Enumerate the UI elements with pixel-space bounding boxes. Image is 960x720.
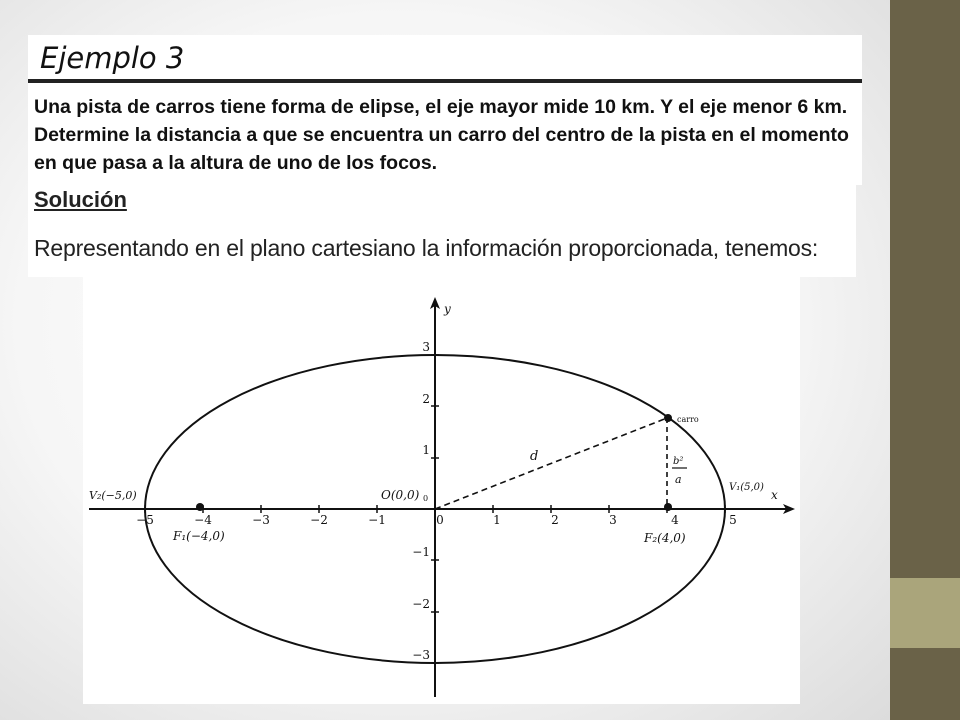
x-tick-label: 3 [609, 513, 617, 527]
distance-label-d: d [530, 449, 539, 464]
y-tick-label: 2 [422, 392, 430, 406]
car-label: carro [677, 415, 699, 424]
example-header [28, 35, 862, 83]
x-tick-label: −1 [368, 513, 386, 527]
x-axis-label: x [771, 488, 778, 502]
ellipse-diagram [83, 277, 800, 704]
solution-text: Representando en el plano cartesiano la información proporcionada, tenemos: [34, 235, 819, 261]
vertex-v1-label: V₁(5,0) [729, 482, 764, 493]
x-tick-label: −3 [252, 513, 270, 527]
x-tick-label: 2 [551, 513, 559, 527]
x-tick-label: −2 [310, 513, 328, 527]
y-tick-label: 1 [422, 443, 430, 457]
y-tick-label: −2 [412, 597, 430, 611]
focus-f2-label: F₂(4,0) [644, 531, 686, 545]
ellipse-figure [83, 277, 800, 704]
problem-statement [28, 83, 862, 185]
side-bar-accent [890, 578, 960, 648]
x-tick-label: 5 [729, 513, 737, 527]
solution-heading: Solución [34, 187, 127, 212]
origin-label: O(0,0) [381, 488, 420, 502]
car-point [664, 414, 672, 422]
x-tick-label: 0 [436, 513, 444, 527]
x-tick-label: −4 [194, 513, 212, 527]
b-squared-label: b² [673, 456, 684, 467]
x-tick-label: 4 [671, 513, 679, 527]
x-tick-label: 1 [493, 513, 501, 527]
x-tick-label: −5 [136, 513, 154, 527]
example-title: Ejemplo 3 [40, 41, 185, 75]
y-tick-label: −1 [412, 545, 430, 559]
solution-section [28, 185, 856, 277]
focus-f1-point [196, 503, 204, 511]
y-tick-label: −3 [412, 648, 430, 662]
vertex-v2-label: V₂(−5,0) [89, 489, 137, 502]
a-label: a [675, 473, 682, 486]
focus-f2-point [664, 503, 672, 511]
y-tick-label: 3 [422, 340, 430, 354]
y-axis-label: y [444, 302, 451, 316]
problem-text: Una pista de carros tiene forma de elipse, el eje mayor mide 10 km. Y el eje menor 6 km. Determine la distancia a que se encuentra un carro del centro de la pista en el momento en que pasa a la altura de uno de los focos. [34, 96, 849, 174]
distance-segment-d [435, 418, 667, 509]
focus-f1-label: F₁(−4,0) [173, 529, 225, 543]
origin-subscript: 0 [423, 494, 429, 503]
